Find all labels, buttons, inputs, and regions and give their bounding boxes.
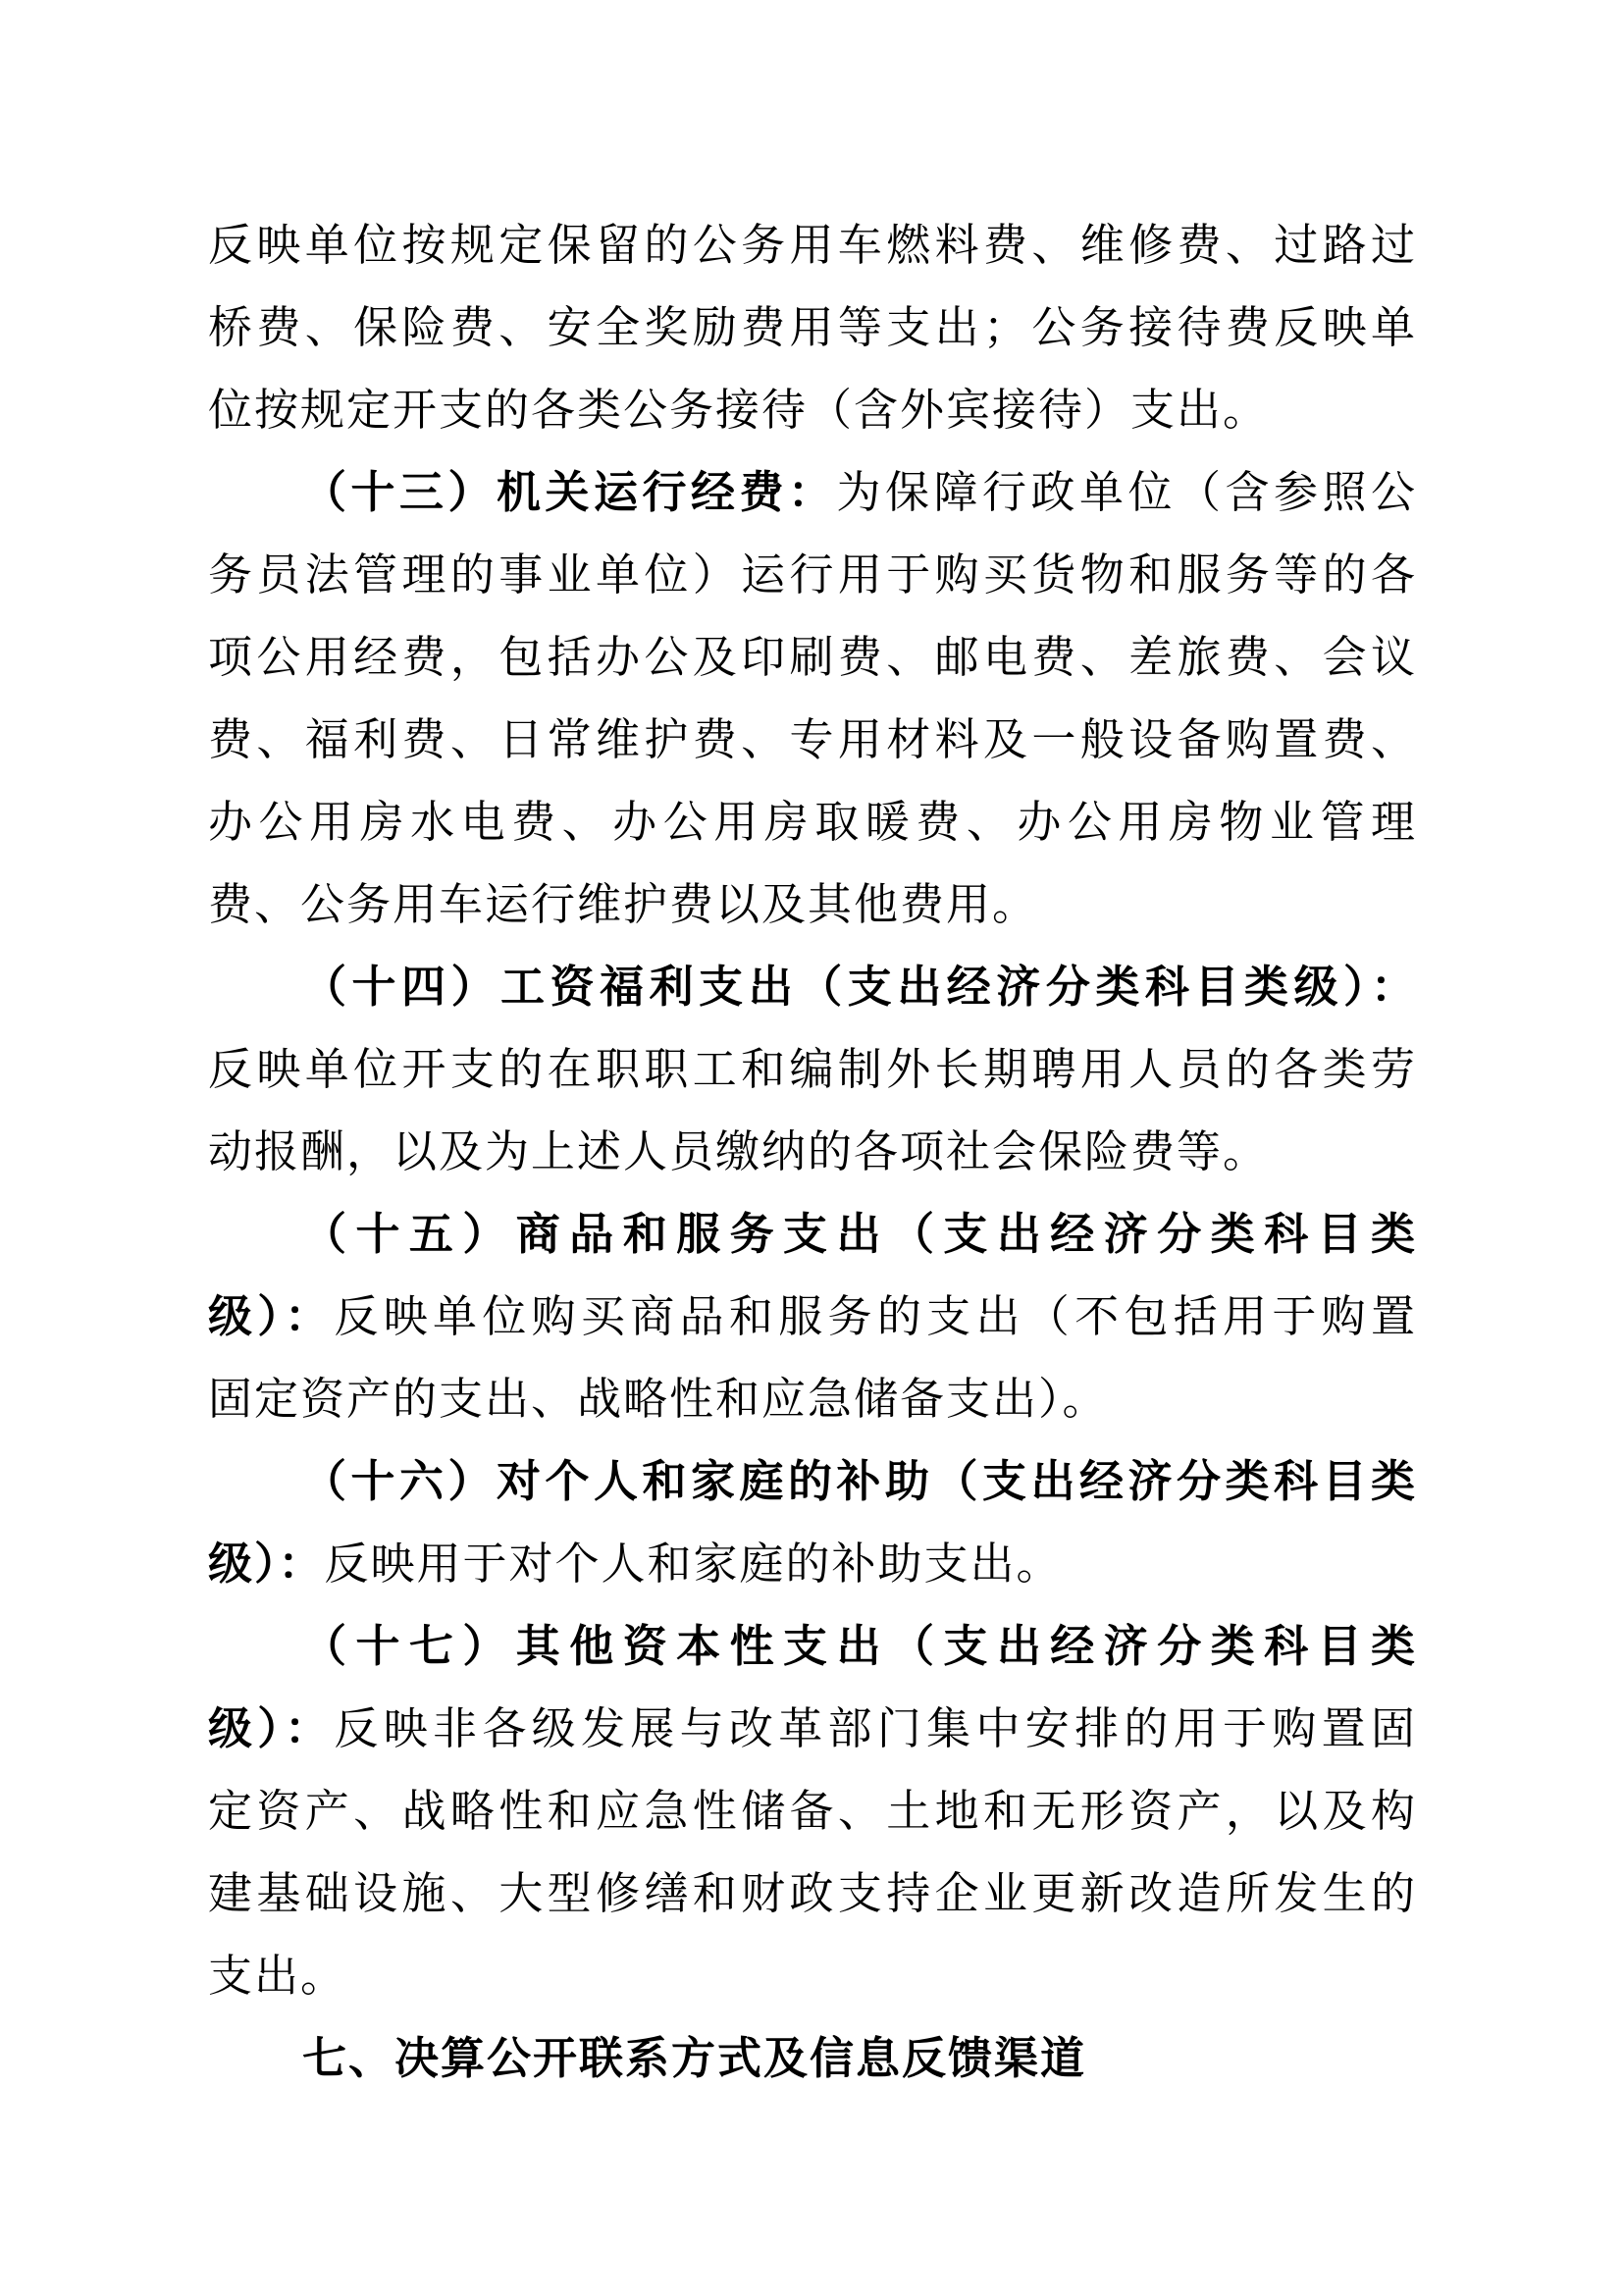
text-segment: （十七）其他资本性支出（支出经济分类科目类 (302, 1622, 1417, 1671)
text-segment: （十三）机关运行经费： (302, 468, 837, 517)
text-line (208, 1358, 1417, 1440)
text-segment: 固定资产的支出、战略性和应急储备支出）。 (208, 1375, 1109, 1424)
text-segment: 级）： (208, 1704, 335, 1753)
text-line (208, 287, 1417, 369)
text-line (208, 863, 1417, 946)
text-segment: 级）： (208, 1292, 335, 1341)
text-line (208, 534, 1417, 616)
text-segment: 费、公务用车运行维护费以及其他费用。 (208, 880, 1039, 929)
text-line (208, 1276, 1417, 1358)
text-line (208, 1688, 1417, 1770)
text-line (208, 369, 1417, 451)
text-line (208, 1935, 1417, 2017)
text-segment: 反映非各级发展与改革部门集中安排的用于购置固 (334, 1704, 1417, 1753)
text-segment: 建基础设施、大型修缮和财政支持企业更新改造所发生的 (208, 1869, 1417, 1918)
text-segment: 支出。 (208, 1952, 347, 2001)
text-line (208, 1605, 1417, 1688)
text-segment: （十六）对个人和家庭的补助（支出经济分类科目类 (302, 1457, 1417, 1506)
text-segment: 反映单位按规定保留的公务用车燃料费、维修费、过路过 (208, 221, 1417, 270)
text-line (208, 204, 1417, 287)
text-line (208, 1028, 1417, 1111)
text-segment: 为保障行政单位（含参照公 (836, 468, 1417, 517)
text-line (208, 699, 1417, 781)
text-line (208, 451, 1417, 534)
text-segment: 反映单位购买商品和服务的支出（不包括用于购置 (334, 1292, 1417, 1341)
text-segment: 反映单位开支的在职职工和编制外长期聘用人员的各类劳 (208, 1045, 1417, 1094)
text-segment: 七、决算公开联系方式及信息反馈渠道 (302, 2033, 1087, 2083)
text-line (208, 1523, 1417, 1605)
text-segment: 办公用房水电费、办公用房取暖费、办公用房物业管理 (208, 798, 1417, 847)
text-segment: 桥费、保险费、安全奖励费用等支出；公务接待费反映单 (208, 303, 1417, 352)
text-segment: 位按规定开支的各类公务接待（含外宾接待）支出。 (208, 386, 1270, 435)
text-line (208, 1440, 1417, 1523)
text-line (208, 616, 1417, 699)
text-line (208, 781, 1417, 863)
text-segment: 动报酬，以及为上述人员缴纳的各项社会保险费等。 (208, 1127, 1270, 1176)
text-segment: （十五）商品和服务支出（支出经济分类科目类 (302, 1210, 1417, 1259)
text-line (208, 946, 1417, 1028)
section-heading (208, 2017, 1417, 2100)
text-segment: 务员法管理的事业单位）运行用于购买货物和服务等的各 (208, 550, 1417, 600)
text-segment: 反映用于对个人和家庭的补助支出。 (324, 1539, 1063, 1589)
text-segment: 定资产、战略性和应急性储备、土地和无形资产，以及构 (208, 1787, 1417, 1836)
text-segment: 级）： (208, 1539, 325, 1589)
text-segment: 费、福利费、日常维护费、专用材料及一般设备购置费、 (208, 715, 1417, 764)
text-segment: 项公用经费，包括办公及印刷费、邮电费、差旅费、会议 (208, 633, 1417, 682)
text-line (208, 1852, 1417, 1935)
text-line (208, 1770, 1417, 1852)
document-body (208, 204, 1417, 2100)
text-line (208, 1193, 1417, 1276)
text-segment: （十四）工资福利支出（支出经济分类科目类级）： (302, 963, 1417, 1012)
text-line (208, 1111, 1417, 1193)
